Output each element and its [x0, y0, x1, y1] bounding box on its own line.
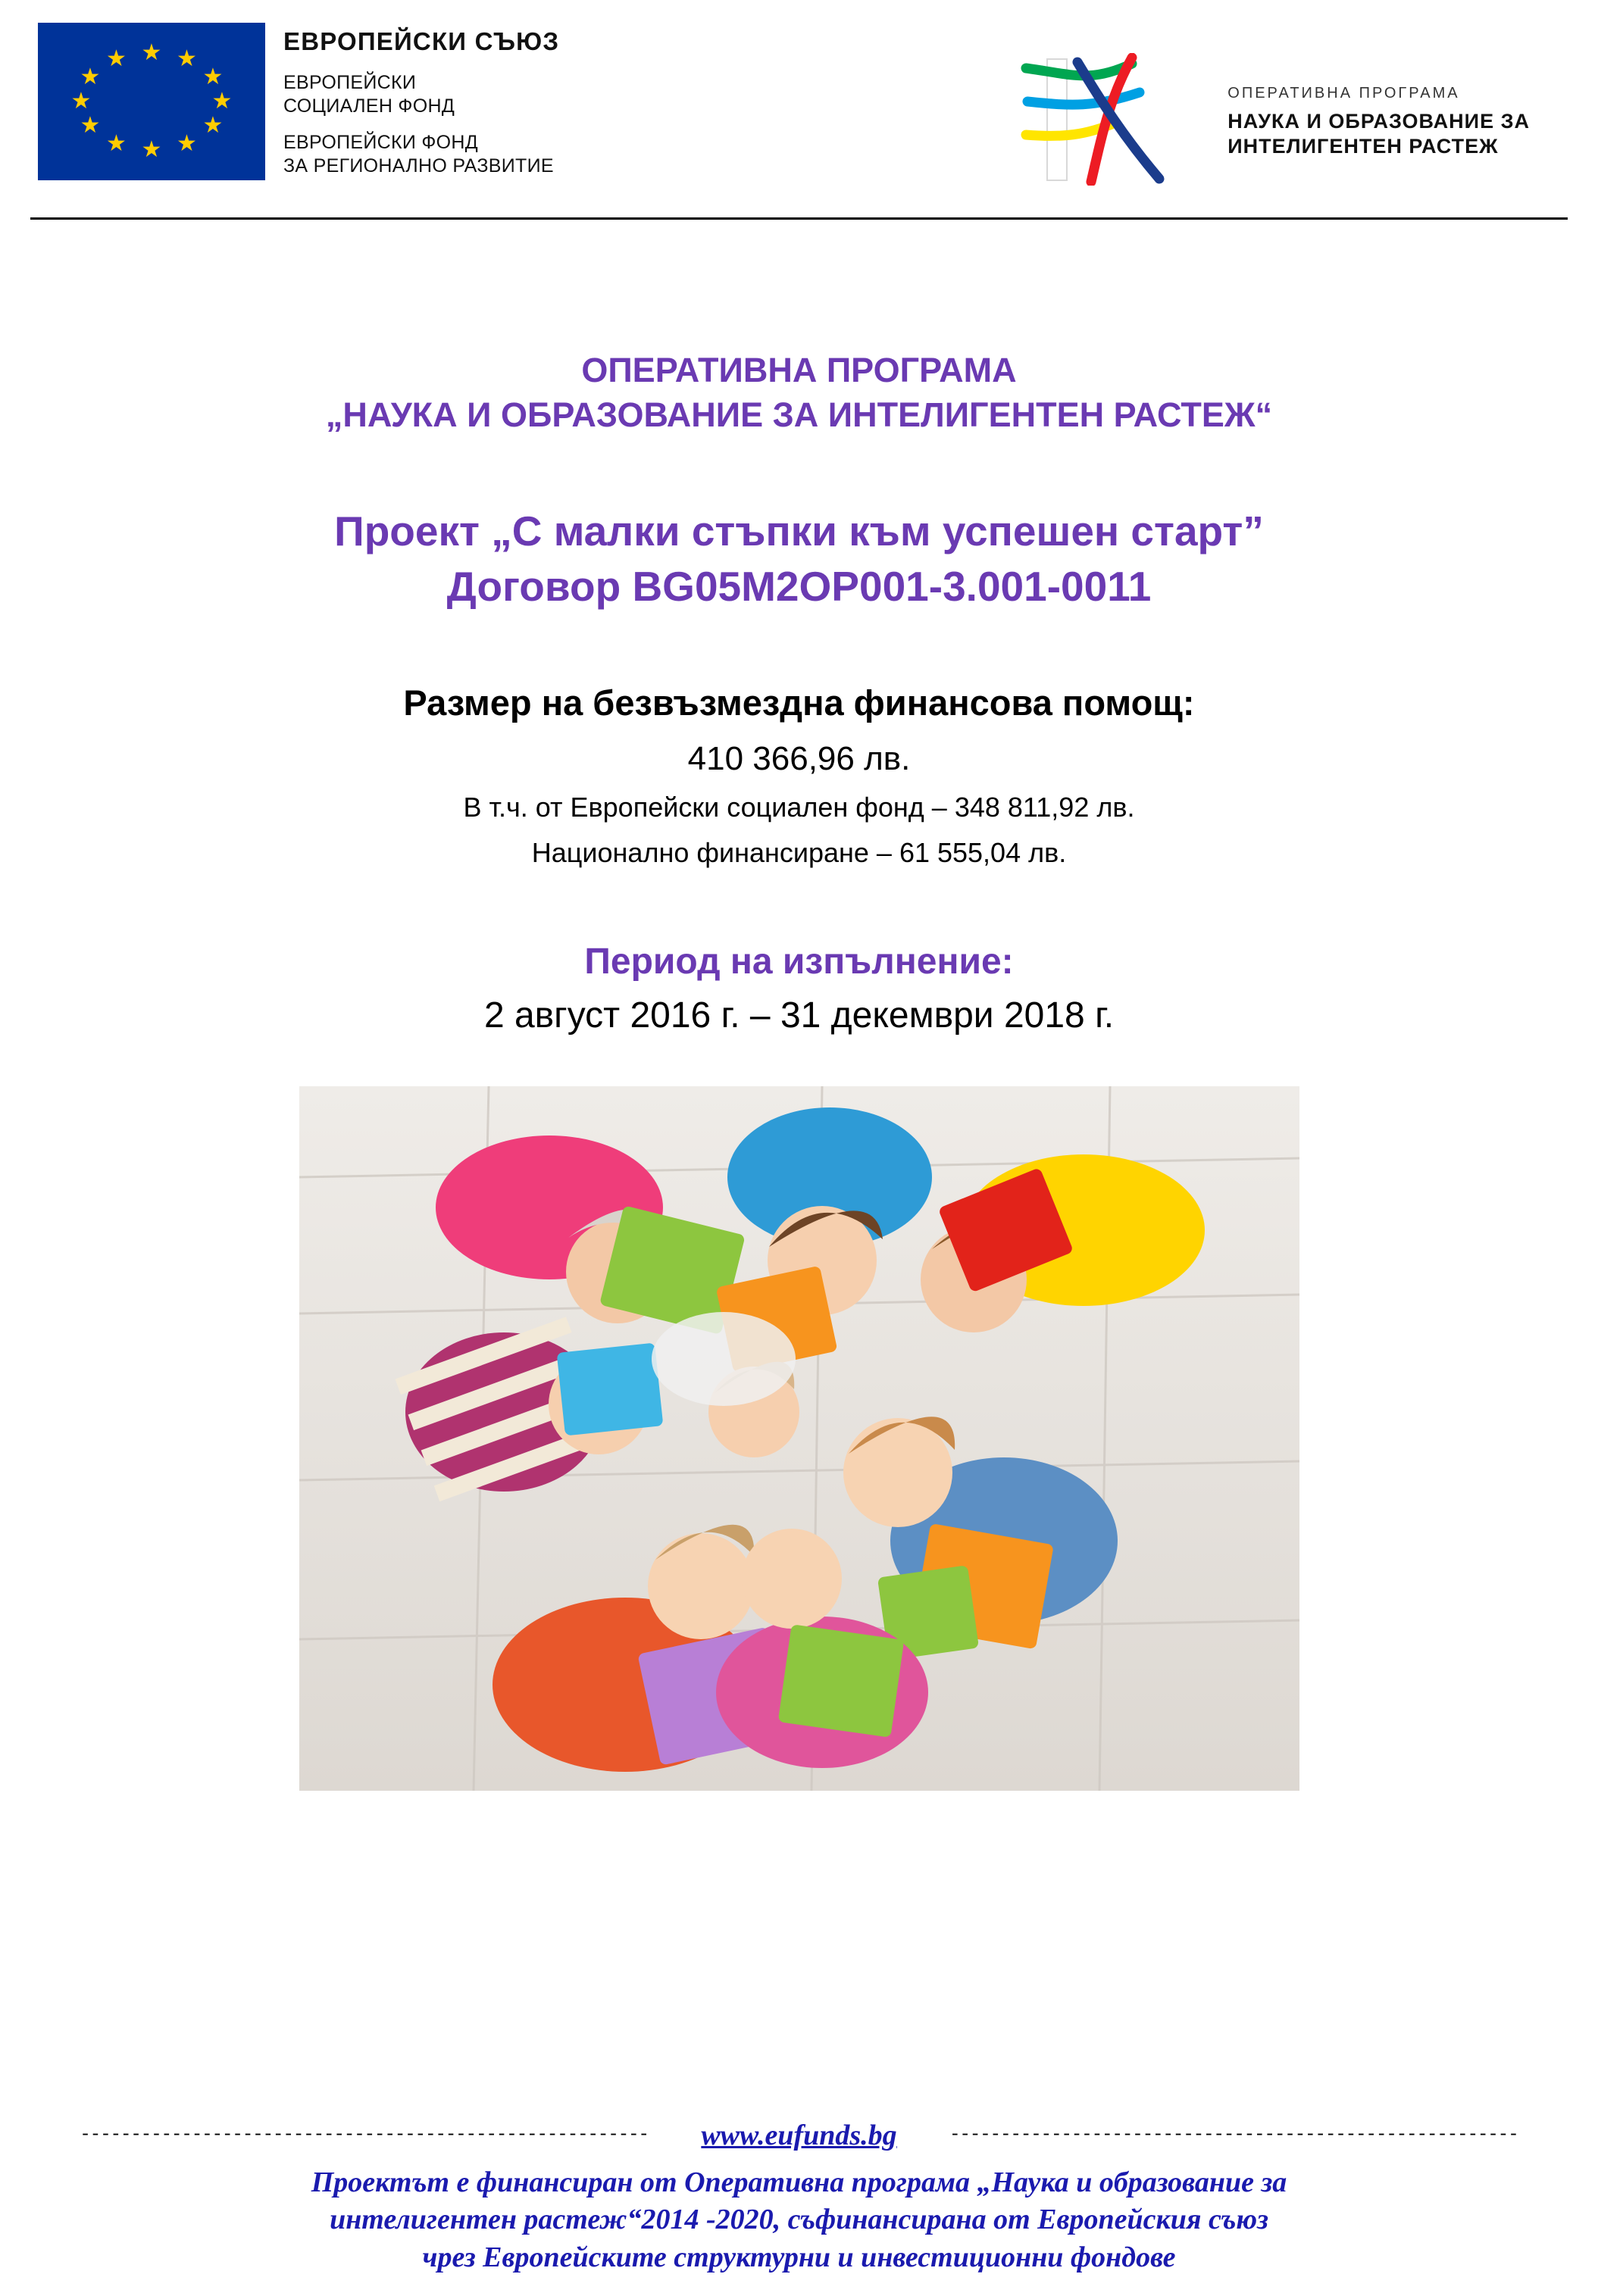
footer-disclaimer-line2: интелигентен растеж“2014 -2020, съфинансирана от Европейския съюз — [330, 2204, 1268, 2236]
grant-amount-label: Размер на безвъзмездна финансова помощ: — [403, 683, 1195, 723]
op-logo-big-label — [1227, 109, 1530, 159]
page-header — [0, 0, 1598, 220]
footer-dashes-right: -------------------------------------------------------- — [949, 2125, 1518, 2146]
op-logo-block — [1018, 23, 1560, 186]
grant-amount-value: 410 366,96 лв. — [687, 740, 911, 778]
page-footer — [0, 2119, 1598, 2276]
eu-fund-esf — [283, 71, 559, 117]
period-value: 2 август 2016 г. – 31 декември 2018 г. — [483, 995, 1115, 1036]
eu-fund-erdf-line1: ЕВРОПЕЙСКИ ФОНД — [283, 132, 479, 153]
op-ribbon-icon — [1018, 53, 1208, 186]
operational-programme-heading — [45, 348, 1553, 437]
op-heading-line2: „НАУКА И ОБРАЗОВАНИЕ ЗА ИНТЕЛИГЕНТЕН РАСТЕЖ“ — [325, 395, 1273, 434]
project-title — [45, 504, 1553, 614]
contract-number: Договор BG05M2OP001-3.001-0011 — [446, 562, 1152, 610]
period-label: Период на изпълнение: — [584, 942, 1014, 982]
eu-fund-erdf — [283, 131, 559, 177]
eu-logo-text — [283, 23, 559, 191]
project-name: Проект „С малки стъпки към успешен старт” — [334, 508, 1264, 554]
op-logo-big-line1: НАУКА И ОБРАЗОВАНИЕ ЗА — [1227, 109, 1530, 133]
eu-fund-esf-line1: ЕВРОПЕЙСКИ — [283, 72, 417, 93]
op-logo-big-line2: ИНТЕЛИГЕНТЕН РАСТЕЖ — [1227, 134, 1499, 158]
header-divider — [30, 217, 1568, 220]
footer-disclaimer-line3: чрез Европейските структурни и инвестиционни фондове — [422, 2241, 1176, 2273]
children-photo — [299, 1086, 1299, 1791]
footer-disclaimer — [38, 2164, 1560, 2276]
op-heading-line1: ОПЕРАТИВНА ПРОГРАМА — [581, 351, 1017, 389]
eu-title: ЕВРОПЕЙСКИ СЪЮЗ — [283, 27, 560, 55]
eu-fund-esf-line2: СОЦИАЛЕН ФОНД — [283, 95, 455, 117]
eu-flag-icon: ★ ★ ★ ★ ★ ★ ★ ★ ★ ★ ★ ★ — [38, 23, 265, 180]
footer-url-row — [38, 2119, 1560, 2152]
footer-disclaimer-line1: Проектът е финансиран от Оперативна програма „Наука и образование за — [311, 2166, 1287, 2198]
footer-dashes-left: -------------------------------------------------------- — [80, 2125, 649, 2146]
main-content — [0, 348, 1598, 1791]
eu-logo-block — [38, 23, 559, 191]
eufunds-link[interactable]: www.eufunds.bg — [701, 2119, 897, 2151]
op-logo-small-label: ОПЕРАТИВНА ПРОГРАМА — [1227, 84, 1460, 102]
eu-fund-erdf-line2: ЗА РЕГИОНАЛНО РАЗВИТИЕ — [283, 155, 554, 176]
grant-national-share: Национално финансиране – 61 555,04 лв. — [531, 837, 1067, 869]
grant-esf-share: В т.ч. от Европейски социален фонд – 348 811,92 лв. — [463, 792, 1135, 823]
op-logo-text — [1227, 80, 1530, 159]
